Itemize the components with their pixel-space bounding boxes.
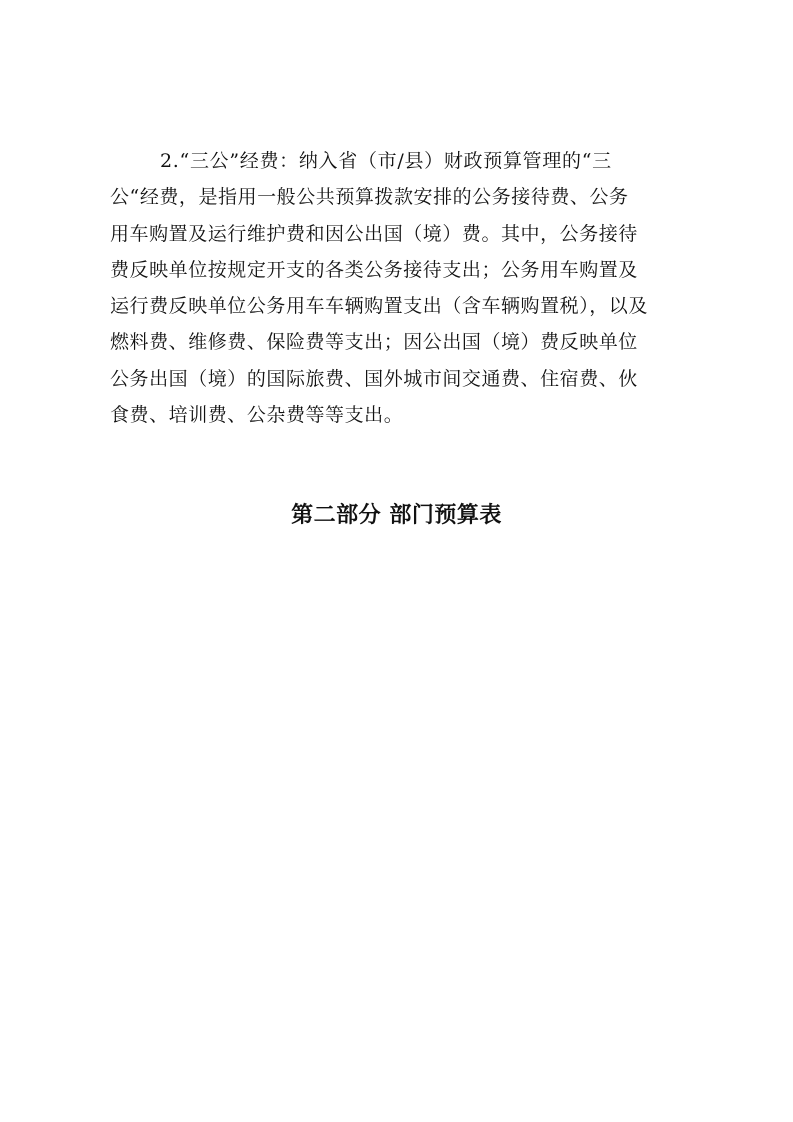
- paragraph-line: 2.“三公”经费：纳入省（市/县）财政预算管理的“三: [160, 150, 612, 172]
- paragraph-line: 公“经费，是指用一般公共预算拨款安排的公务接待费、公务: [110, 186, 629, 209]
- paragraph-line: 食费、培训费、公杂费等等支出。: [110, 404, 404, 427]
- paragraph-line: 运行费反映单位公务用车车辆购置支出（含车辆购置税），以及: [110, 295, 648, 318]
- section-heading: 第二部分 部门预算表: [291, 503, 502, 528]
- paragraph-line: 费反映单位按规定开支的各类公务接待支出；公务用车购置及: [110, 258, 638, 281]
- three-public-expenses-paragraph: [110, 143, 692, 433]
- paragraph-line: 公务出国（境）的国际旅费、国外城市间交通费、住宿费、伙: [110, 367, 638, 390]
- paragraph-line: 用车购置及运行维护费和因公出国（境）费。其中，公务接待: [110, 222, 638, 245]
- paragraph-line: 燃料费、维修费、保险费等支出；因公出国（境）费反映单位: [110, 331, 638, 354]
